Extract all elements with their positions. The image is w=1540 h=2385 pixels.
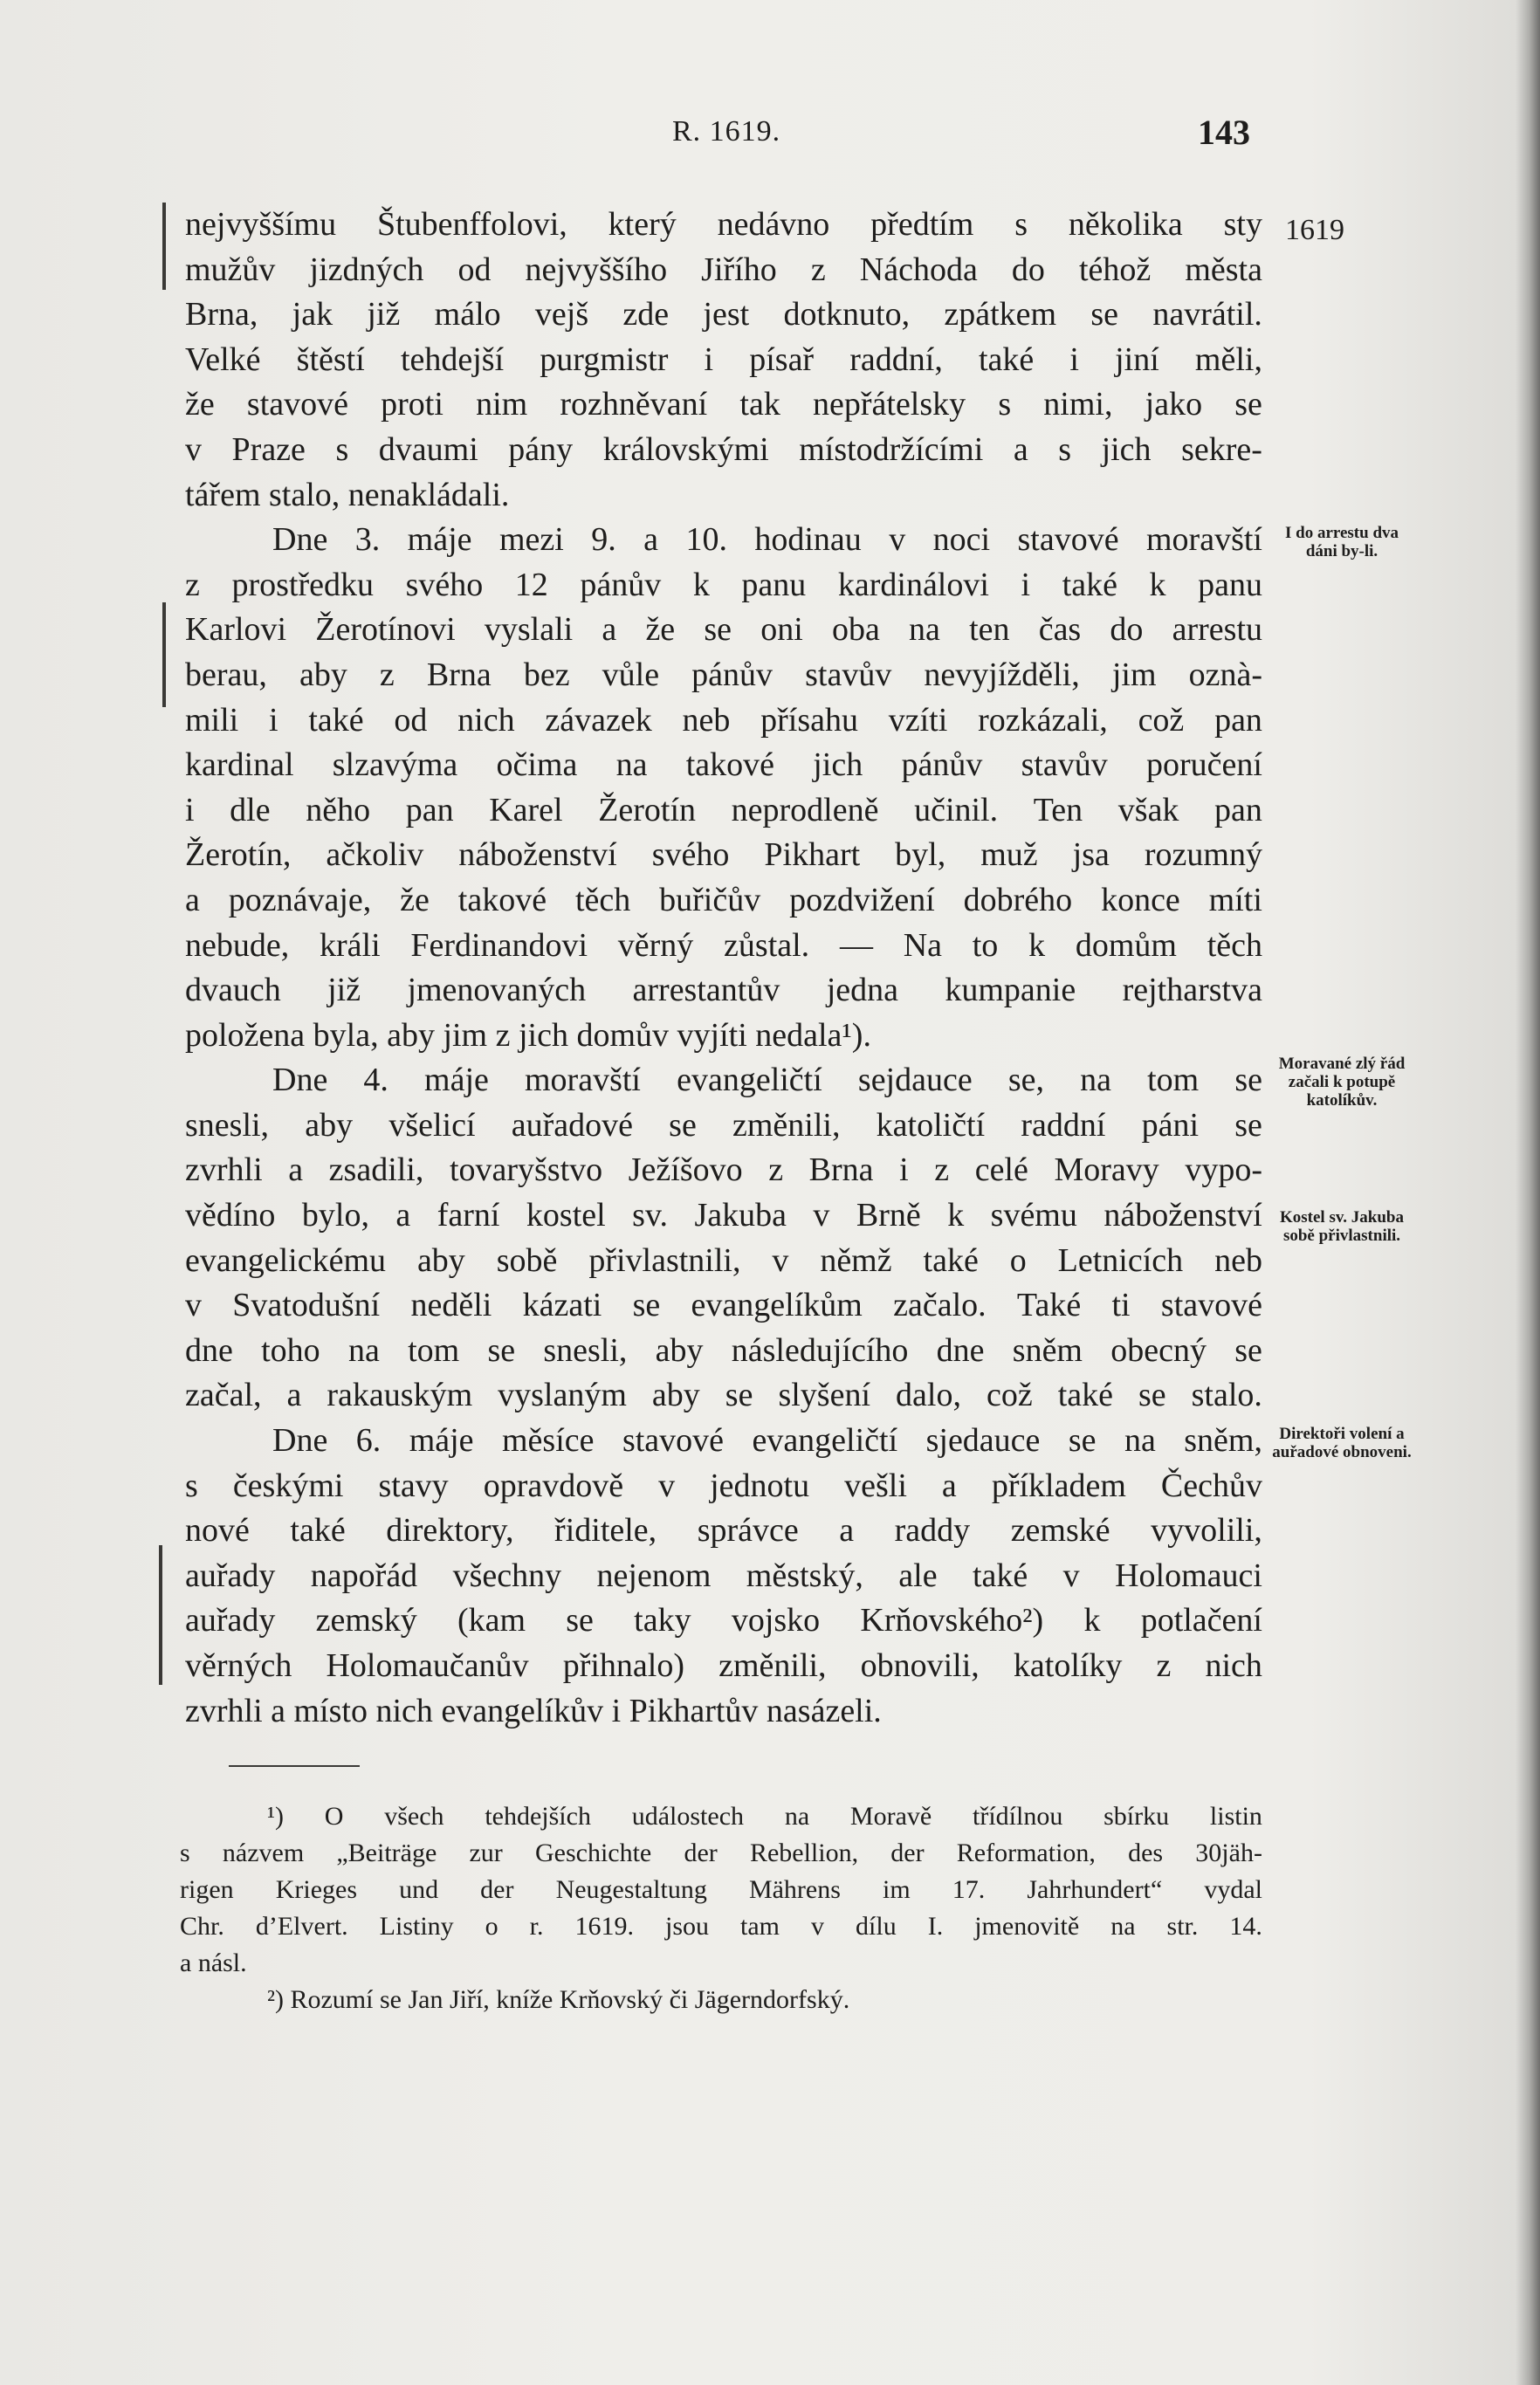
text-line: Velké štěstí tehdejší purgmistr i písař raddní, také i jiní měli, xyxy=(185,340,1262,378)
text-line: dvauch již jmenovaných arrestantův jedna kumpanie rejtharstva xyxy=(185,972,1262,1009)
page-edge-shadow xyxy=(1516,0,1540,2385)
text-line: Dne 3. máje mezi 9. a 10. hodinau v noci stavové moravští xyxy=(272,521,1262,559)
text-line: v Praze s dvaumi pány královskými místodržícími a s jich sekre- xyxy=(185,430,1262,468)
margin-year: 1619 xyxy=(1285,214,1344,246)
footnotes xyxy=(180,1798,1262,2018)
footnote-line: Chr. d’Elvert. Listiny o r. 1619. jsou tam v dílu I. jmenovitě na str. 14. xyxy=(180,1912,1262,1941)
footnote-2: ²) Rozumí se Jan Jiří, kníže Krňovský či Jägerndorfský. xyxy=(267,1985,850,2014)
footnote-line: a násl. xyxy=(180,1949,247,1977)
text-line: v Svatodušní neděli kázati se evangelíkům začalo. Také ti stavové xyxy=(185,1287,1262,1324)
text-line: mili i také od nich závazek neb přísahu vzíti rozkázali, což pan xyxy=(185,701,1262,739)
running-head: R. 1619. xyxy=(672,115,781,148)
footnote-line: s názvem „Beiträge zur Geschichte der Rebellion, der Reformation, des 30jäh- xyxy=(180,1839,1262,1867)
footnote-divider xyxy=(229,1765,360,1767)
margin-note-arrest: I do arrestu dva dáni by-li. xyxy=(1284,524,1399,560)
text-line: kardinal slzavýma očima na takové jich pánův stavův poručení xyxy=(185,746,1262,784)
footnote-line: ¹) O všech tehdejších událostech na Moravě třídílnou sbírku listin xyxy=(267,1802,1262,1831)
footnote-line: rigen Krieges und der Neugestaltung Mährens im 17. Jahrhundert“ vydal xyxy=(180,1875,1262,1904)
text-line: zvrhli a místo nich evangelíkův i Pikhartův nasázeli. xyxy=(185,1692,882,1729)
text-line: auřady napořád všechny nejenom městský, ale také v Holomauci xyxy=(185,1557,1262,1594)
main-text xyxy=(185,203,1262,1734)
text-line: snesli, aby všelicí auřadové se změnili, katoličtí raddní páni se xyxy=(185,1106,1262,1144)
text-line: Dne 6. máje měsíce stavové evangeličtí sjedauce se na sněm, xyxy=(272,1422,1262,1460)
text-line: zvrhli a zsadili, tovaryšstvo Ježíšovo z Brna i z celé Moravy vypo- xyxy=(185,1151,1262,1189)
text-line: a poznávaje, že takové těch buřičův pozdvižení dobrého konce míti xyxy=(185,881,1262,918)
margin-mark xyxy=(162,602,166,707)
text-line: vědíno bylo, a farní kostel sv. Jakuba v Brně k svému náboženství xyxy=(185,1197,1262,1234)
margin-notes xyxy=(1268,0,1412,2385)
text-line: tářem stalo, nenakládali. xyxy=(185,476,510,513)
text-line: věrných Holomaučanův přihnalo) změnili, obnovili, katolíky z nich xyxy=(185,1647,1262,1684)
margin-note-moravane: Moravané zlý řád začali k potupě katolíkův. xyxy=(1278,1055,1406,1110)
page-number: 143 xyxy=(1198,113,1250,152)
text-line: Brna, jak již málo vejš zde jest dotknuto, zpátkem se navrátil. xyxy=(185,296,1262,333)
margin-note-direktori: Direktoři volení a auřadové obnoveni. xyxy=(1272,1425,1412,1461)
text-line: dne toho na tom se snesli, aby následujícího dne sněm obecný se xyxy=(185,1331,1262,1369)
text-line: Karlovi Žerotínovi vyslali a že se oni oba na ten čas do arrestu xyxy=(185,611,1262,649)
text-line: auřady zemský (kam se taky vojsko Krňovského²) k potlačení xyxy=(185,1602,1262,1639)
margin-mark xyxy=(162,203,166,290)
text-line: z prostředku svého 12 pánův k panu kardinálovi i také k panu xyxy=(185,566,1262,603)
margin-mark xyxy=(159,1545,162,1685)
margin-note-kostel: Kostel sv. Jakuba sobě přivlastnili. xyxy=(1279,1208,1404,1245)
text-line: nové také direktory, řiditele, správce a raddy zemské vyvolili, xyxy=(185,1512,1262,1550)
text-line: nebude, králi Ferdinandovi věrný zůstal. — Na to k domům těch xyxy=(185,926,1262,964)
text-line: s českými stavy opravdově v jednotu vešli a příkladem Čechův xyxy=(185,1467,1262,1504)
text-line: položena byla, aby jim z jich domův vyjíti nedala¹). xyxy=(185,1016,871,1054)
text-line: Dne 4. máje moravští evangeličtí sejdauce se, na tom se xyxy=(272,1062,1262,1099)
text-line: že stavové proti nim rozhněvaní tak nepřátelsky s nimi, jako se xyxy=(185,386,1262,423)
text-line: berau, aby z Brna bez vůle pánův stavův nevyjížděli, jim oznà- xyxy=(185,656,1262,693)
text-line: začal, a rakauským vyslaným aby se slyšení dalo, což také se stalo. xyxy=(185,1377,1262,1414)
text-line: i dle něho pan Karel Žerotín neprodleně učinil. Ten však pan xyxy=(185,791,1262,828)
text-line: nejvyššímu Štubenffolovi, který nedávno předtím s několika sty xyxy=(185,206,1262,243)
text-line: evangelickému aby sobě přivlastnili, v němž také o Letnicích neb xyxy=(185,1241,1262,1279)
text-line: Žerotín, ačkoliv náboženství svého Pikhart byl, muž jsa rozumný xyxy=(185,836,1262,874)
text-line: mužův jizdných od nejvyššího Jiřího z Náchoda do téhož města xyxy=(185,251,1262,288)
